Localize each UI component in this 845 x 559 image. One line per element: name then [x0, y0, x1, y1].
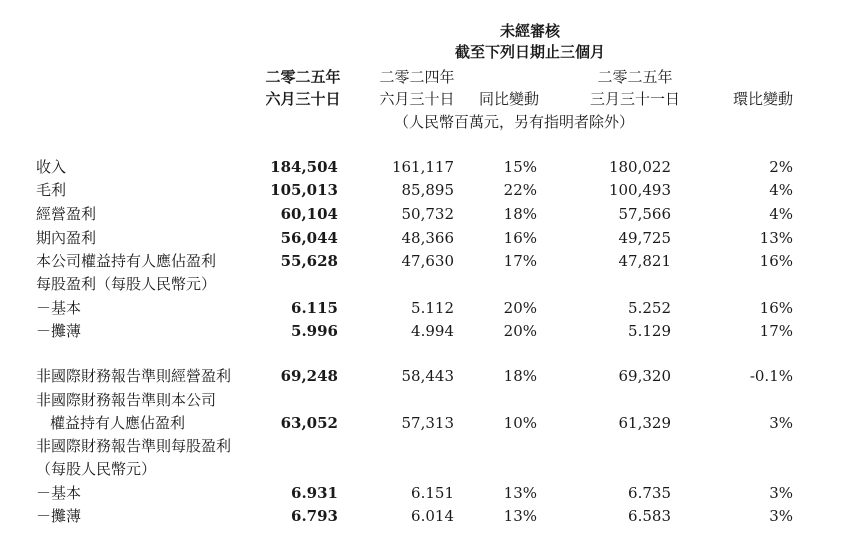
cell-value: -0.1%	[749, 367, 793, 385]
row-label: －攤薄	[36, 507, 82, 525]
cell-value: 18%	[503, 205, 537, 223]
cell-value: 6.931	[291, 484, 338, 502]
cell-value: 161,117	[391, 158, 454, 176]
col1-header-line2: 六月三十日	[265, 90, 341, 108]
row-label: 每股盈利（每股人民幣元）	[36, 275, 217, 293]
cell-value: 20%	[503, 322, 537, 340]
cell-value: 50,732	[401, 205, 454, 223]
cell-value: 55,628	[280, 252, 338, 270]
col3-header: 同比變動	[478, 90, 539, 108]
col1-header-line1: 二零二五年	[265, 68, 341, 86]
cell-value: 3%	[769, 414, 793, 432]
cell-value: 18%	[503, 367, 537, 385]
cell-value: 69,248	[280, 367, 338, 385]
col4-header-line1: 二零二五年	[597, 68, 673, 86]
cell-value: 56,044	[280, 229, 338, 247]
unit-note: （人民幣百萬元，另有指明者除外）	[394, 113, 635, 131]
row-label: －攤薄	[36, 322, 82, 340]
row-label: －基本	[36, 484, 82, 502]
cell-value: 13%	[503, 507, 537, 525]
row-label: 本公司權益持有人應佔盈利	[36, 252, 217, 270]
cell-value: 16%	[503, 229, 537, 247]
cell-value: 22%	[503, 181, 537, 199]
cell-value: 5.129	[628, 322, 671, 340]
cell-value: 63,052	[280, 414, 338, 432]
cell-value: 13%	[759, 229, 793, 247]
cell-value: 61,329	[618, 414, 671, 432]
cell-value: 58,443	[401, 367, 454, 385]
col2-header-line1: 二零二四年	[379, 68, 455, 86]
cell-value: 4%	[769, 205, 793, 223]
row-label: 非國際財務報告準則經營盈利	[36, 367, 232, 385]
cell-value: 184,504	[270, 158, 338, 176]
col5-header: 環比變動	[732, 90, 793, 108]
cell-value: 85,895	[401, 181, 454, 199]
cell-value: 10%	[503, 414, 537, 432]
cell-value: 100,493	[608, 181, 671, 199]
cell-value: 17%	[503, 252, 537, 270]
row-label: 期內盈利	[36, 229, 97, 247]
row-label: －基本	[36, 299, 82, 317]
header-unaudited: 未經審核	[499, 22, 560, 40]
col4-header-line2: 三月三十一日	[589, 90, 680, 108]
row-label: 毛利	[36, 181, 67, 199]
cell-value: 48,366	[401, 229, 454, 247]
cell-value: 15%	[503, 158, 537, 176]
row-label: （每股人民幣元）	[36, 460, 157, 478]
row-label: 權益持有人應佔盈利	[50, 414, 186, 432]
cell-value: 69,320	[618, 367, 671, 385]
cell-value: 13%	[503, 484, 537, 502]
cell-value: 6.014	[411, 507, 454, 525]
row-label: 非國際財務報告準則每股盈利	[36, 437, 232, 455]
header-period: 截至下列日期止三個月	[454, 43, 605, 61]
cell-value: 57,313	[401, 414, 454, 432]
row-label: 非國際財務報告準則本公司	[36, 391, 217, 409]
cell-value: 5.996	[291, 322, 338, 340]
cell-value: 2%	[769, 158, 793, 176]
cell-value: 47,630	[401, 252, 454, 270]
col2-header-line2: 六月三十日	[379, 90, 455, 108]
cell-value: 4.994	[411, 322, 454, 340]
cell-value: 49,725	[618, 229, 671, 247]
cell-value: 60,104	[280, 205, 338, 223]
row-label: 收入	[36, 158, 67, 176]
cell-value: 105,013	[270, 181, 338, 199]
cell-value: 6.583	[628, 507, 671, 525]
cell-value: 6.151	[411, 484, 454, 502]
cell-value: 20%	[503, 299, 537, 317]
row-label: 經營盈利	[36, 205, 97, 223]
cell-value: 17%	[759, 322, 793, 340]
cell-value: 3%	[769, 507, 793, 525]
cell-value: 6.735	[628, 484, 671, 502]
cell-value: 6.793	[291, 507, 338, 525]
cell-value: 3%	[769, 484, 793, 502]
cell-value: 4%	[769, 181, 793, 199]
cell-value: 16%	[759, 299, 793, 317]
cell-value: 180,022	[608, 158, 671, 176]
cell-value: 5.252	[628, 299, 671, 317]
cell-value: 6.115	[291, 299, 338, 317]
cell-value: 5.112	[411, 299, 454, 317]
cell-value: 47,821	[618, 252, 671, 270]
cell-value: 16%	[759, 252, 793, 270]
cell-value: 57,566	[618, 205, 671, 223]
